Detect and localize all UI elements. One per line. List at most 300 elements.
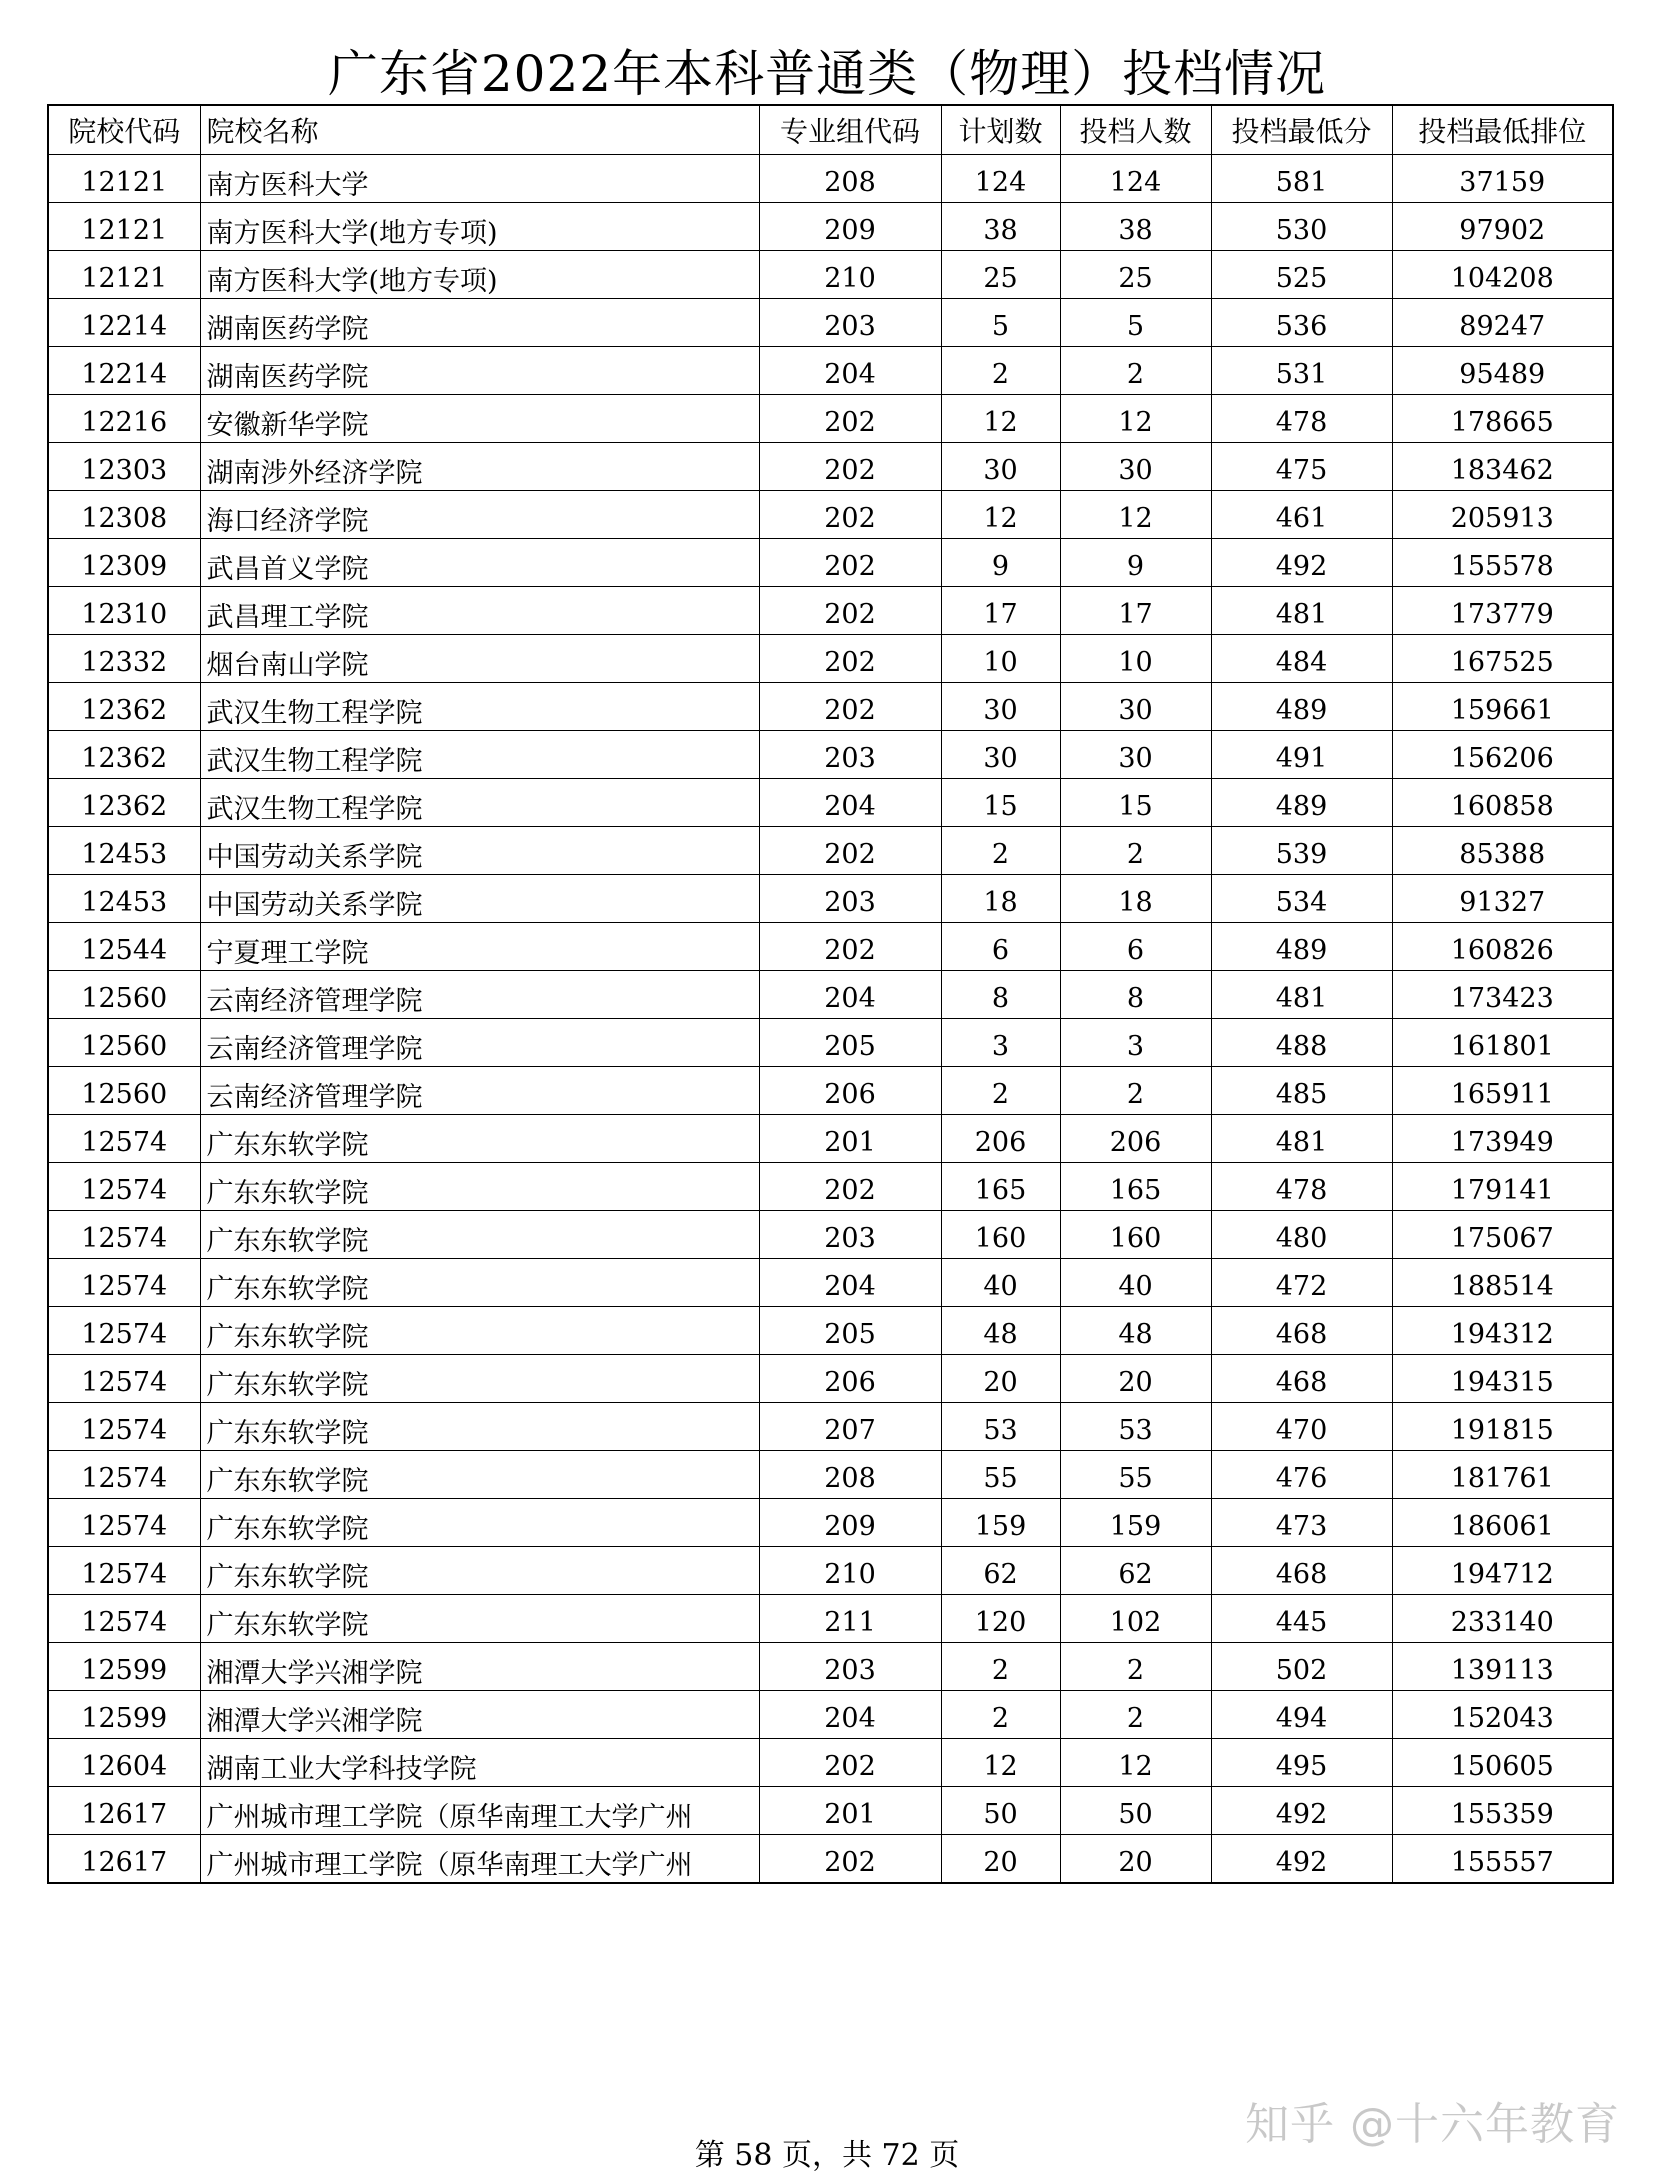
cell-min-rank: 159661 bbox=[1392, 683, 1613, 731]
cell-min-score: 492 bbox=[1211, 1835, 1392, 1884]
cell-plan-count: 120 bbox=[941, 1595, 1060, 1643]
table-row bbox=[48, 1643, 1613, 1691]
table-row bbox=[48, 1451, 1613, 1499]
cell-min-rank: 194312 bbox=[1392, 1307, 1613, 1355]
cell-min-rank: 95489 bbox=[1392, 347, 1613, 395]
cell-school-name: 广东东软学院 bbox=[200, 1403, 759, 1451]
cell-school-code: 12216 bbox=[48, 395, 200, 443]
cell-plan-count: 12 bbox=[941, 1739, 1060, 1787]
cell-plan-count: 53 bbox=[941, 1403, 1060, 1451]
cell-group-code: 202 bbox=[759, 827, 941, 875]
cell-plan-count: 15 bbox=[941, 779, 1060, 827]
cell-min-score: 534 bbox=[1211, 875, 1392, 923]
cell-school-name: 云南经济管理学院 bbox=[200, 1067, 759, 1115]
table-row bbox=[48, 443, 1613, 491]
cell-school-name: 广东东软学院 bbox=[200, 1307, 759, 1355]
cell-admitted-count: 53 bbox=[1060, 1403, 1211, 1451]
cell-school-code: 12574 bbox=[48, 1163, 200, 1211]
cell-min-rank: 175067 bbox=[1392, 1211, 1613, 1259]
cell-group-code: 202 bbox=[759, 587, 941, 635]
cell-admitted-count: 2 bbox=[1060, 347, 1211, 395]
cell-school-code: 12303 bbox=[48, 443, 200, 491]
table-row bbox=[48, 1019, 1613, 1067]
cell-min-rank: 161801 bbox=[1392, 1019, 1613, 1067]
cell-group-code: 211 bbox=[759, 1595, 941, 1643]
cell-group-code: 204 bbox=[759, 971, 941, 1019]
cell-school-code: 12574 bbox=[48, 1211, 200, 1259]
cell-plan-count: 12 bbox=[941, 395, 1060, 443]
header-admitted-count: 投档人数 bbox=[1060, 105, 1211, 155]
cell-plan-count: 20 bbox=[941, 1355, 1060, 1403]
page-footer: 第 58 页，共 72 页 bbox=[694, 2138, 960, 2173]
cell-admitted-count: 8 bbox=[1060, 971, 1211, 1019]
table-row bbox=[48, 827, 1613, 875]
cell-plan-count: 50 bbox=[941, 1787, 1060, 1835]
cell-school-name: 南方医科大学(地方专项) bbox=[200, 203, 759, 251]
cell-school-name: 武汉生物工程学院 bbox=[200, 683, 759, 731]
cell-min-rank: 186061 bbox=[1392, 1499, 1613, 1547]
cell-min-score: 470 bbox=[1211, 1403, 1392, 1451]
cell-admitted-count: 10 bbox=[1060, 635, 1211, 683]
cell-group-code: 210 bbox=[759, 1547, 941, 1595]
cell-school-code: 12574 bbox=[48, 1115, 200, 1163]
cell-plan-count: 30 bbox=[941, 683, 1060, 731]
cell-school-code: 12121 bbox=[48, 203, 200, 251]
cell-group-code: 202 bbox=[759, 1163, 941, 1211]
cell-min-rank: 178665 bbox=[1392, 395, 1613, 443]
cell-plan-count: 10 bbox=[941, 635, 1060, 683]
cell-plan-count: 206 bbox=[941, 1115, 1060, 1163]
cell-min-rank: 188514 bbox=[1392, 1259, 1613, 1307]
cell-school-code: 12574 bbox=[48, 1595, 200, 1643]
cell-min-rank: 155557 bbox=[1392, 1835, 1613, 1884]
table-row bbox=[48, 347, 1613, 395]
header-plan-count: 计划数 bbox=[941, 105, 1060, 155]
cell-plan-count: 2 bbox=[941, 1691, 1060, 1739]
cell-plan-count: 3 bbox=[941, 1019, 1060, 1067]
table-row bbox=[48, 251, 1613, 299]
cell-school-code: 12617 bbox=[48, 1787, 200, 1835]
table-row bbox=[48, 1835, 1613, 1884]
cell-school-code: 12599 bbox=[48, 1643, 200, 1691]
cell-min-score: 525 bbox=[1211, 251, 1392, 299]
cell-plan-count: 40 bbox=[941, 1259, 1060, 1307]
cell-admitted-count: 48 bbox=[1060, 1307, 1211, 1355]
cell-min-score: 492 bbox=[1211, 1787, 1392, 1835]
cell-school-name: 宁夏理工学院 bbox=[200, 923, 759, 971]
table-row bbox=[48, 1355, 1613, 1403]
cell-group-code: 202 bbox=[759, 635, 941, 683]
cell-group-code: 205 bbox=[759, 1307, 941, 1355]
cell-admitted-count: 2 bbox=[1060, 1691, 1211, 1739]
cell-min-score: 475 bbox=[1211, 443, 1392, 491]
cell-school-name: 武昌理工学院 bbox=[200, 587, 759, 635]
cell-min-rank: 139113 bbox=[1392, 1643, 1613, 1691]
cell-admitted-count: 12 bbox=[1060, 395, 1211, 443]
cell-school-name: 烟台南山学院 bbox=[200, 635, 759, 683]
cell-min-rank: 97902 bbox=[1392, 203, 1613, 251]
cell-plan-count: 30 bbox=[941, 731, 1060, 779]
cell-plan-count: 20 bbox=[941, 1835, 1060, 1884]
cell-admitted-count: 2 bbox=[1060, 1067, 1211, 1115]
cell-school-name: 湘潭大学兴湘学院 bbox=[200, 1691, 759, 1739]
cell-group-code: 204 bbox=[759, 779, 941, 827]
cell-school-name: 广东东软学院 bbox=[200, 1259, 759, 1307]
cell-min-score: 480 bbox=[1211, 1211, 1392, 1259]
table-row bbox=[48, 491, 1613, 539]
cell-plan-count: 48 bbox=[941, 1307, 1060, 1355]
cell-group-code: 210 bbox=[759, 251, 941, 299]
cell-min-score: 495 bbox=[1211, 1739, 1392, 1787]
cell-admitted-count: 20 bbox=[1060, 1835, 1211, 1884]
cell-admitted-count: 206 bbox=[1060, 1115, 1211, 1163]
cell-school-code: 12121 bbox=[48, 251, 200, 299]
cell-group-code: 202 bbox=[759, 923, 941, 971]
cell-min-score: 476 bbox=[1211, 1451, 1392, 1499]
cell-min-rank: 160858 bbox=[1392, 779, 1613, 827]
cell-admitted-count: 12 bbox=[1060, 1739, 1211, 1787]
cell-group-code: 202 bbox=[759, 683, 941, 731]
cell-school-name: 广东东软学院 bbox=[200, 1211, 759, 1259]
cell-min-score: 478 bbox=[1211, 1163, 1392, 1211]
cell-group-code: 201 bbox=[759, 1787, 941, 1835]
cell-school-name: 南方医科大学(地方专项) bbox=[200, 251, 759, 299]
cell-min-score: 461 bbox=[1211, 491, 1392, 539]
cell-min-rank: 233140 bbox=[1392, 1595, 1613, 1643]
cell-min-score: 481 bbox=[1211, 1115, 1392, 1163]
cell-admitted-count: 159 bbox=[1060, 1499, 1211, 1547]
cell-school-code: 12574 bbox=[48, 1307, 200, 1355]
cell-min-score: 484 bbox=[1211, 635, 1392, 683]
cell-school-name: 湖南涉外经济学院 bbox=[200, 443, 759, 491]
cell-min-score: 581 bbox=[1211, 155, 1392, 203]
cell-admitted-count: 6 bbox=[1060, 923, 1211, 971]
cell-admitted-count: 40 bbox=[1060, 1259, 1211, 1307]
cell-school-code: 12574 bbox=[48, 1451, 200, 1499]
cell-plan-count: 2 bbox=[941, 827, 1060, 875]
table-row bbox=[48, 971, 1613, 1019]
table-row bbox=[48, 155, 1613, 203]
cell-group-code: 202 bbox=[759, 1835, 941, 1884]
cell-school-code: 12574 bbox=[48, 1355, 200, 1403]
cell-group-code: 209 bbox=[759, 203, 941, 251]
table-row bbox=[48, 923, 1613, 971]
cell-school-name: 武汉生物工程学院 bbox=[200, 779, 759, 827]
cell-admitted-count: 12 bbox=[1060, 491, 1211, 539]
header-min-rank: 投档最低排位 bbox=[1392, 105, 1613, 155]
cell-school-name: 湖南医药学院 bbox=[200, 299, 759, 347]
cell-admitted-count: 9 bbox=[1060, 539, 1211, 587]
cell-plan-count: 30 bbox=[941, 443, 1060, 491]
cell-min-score: 472 bbox=[1211, 1259, 1392, 1307]
table-row bbox=[48, 683, 1613, 731]
cell-school-code: 12574 bbox=[48, 1499, 200, 1547]
cell-school-name: 湘潭大学兴湘学院 bbox=[200, 1643, 759, 1691]
table-row bbox=[48, 1307, 1613, 1355]
cell-min-rank: 183462 bbox=[1392, 443, 1613, 491]
cell-plan-count: 12 bbox=[941, 491, 1060, 539]
cell-school-code: 12544 bbox=[48, 923, 200, 971]
cell-min-rank: 150605 bbox=[1392, 1739, 1613, 1787]
cell-school-name: 湖南医药学院 bbox=[200, 347, 759, 395]
cell-admitted-count: 102 bbox=[1060, 1595, 1211, 1643]
table-row bbox=[48, 635, 1613, 683]
cell-plan-count: 159 bbox=[941, 1499, 1060, 1547]
cell-min-rank: 85388 bbox=[1392, 827, 1613, 875]
cell-school-code: 12453 bbox=[48, 827, 200, 875]
cell-admitted-count: 160 bbox=[1060, 1211, 1211, 1259]
cell-min-rank: 173779 bbox=[1392, 587, 1613, 635]
cell-min-rank: 37159 bbox=[1392, 155, 1613, 203]
cell-school-code: 12574 bbox=[48, 1547, 200, 1595]
cell-min-score: 530 bbox=[1211, 203, 1392, 251]
table-row bbox=[48, 1787, 1613, 1835]
cell-group-code: 202 bbox=[759, 1739, 941, 1787]
cell-min-score: 494 bbox=[1211, 1691, 1392, 1739]
cell-min-rank: 173949 bbox=[1392, 1115, 1613, 1163]
cell-min-score: 468 bbox=[1211, 1547, 1392, 1595]
cell-school-code: 12309 bbox=[48, 539, 200, 587]
cell-school-code: 12560 bbox=[48, 1019, 200, 1067]
cell-group-code: 204 bbox=[759, 1691, 941, 1739]
cell-min-rank: 89247 bbox=[1392, 299, 1613, 347]
table-row bbox=[48, 875, 1613, 923]
table-row bbox=[48, 1211, 1613, 1259]
page-title: 广东省2022年本科普通类（物理）投档情况 bbox=[327, 45, 1327, 103]
cell-min-score: 445 bbox=[1211, 1595, 1392, 1643]
cell-plan-count: 55 bbox=[941, 1451, 1060, 1499]
cell-min-score: 481 bbox=[1211, 971, 1392, 1019]
cell-admitted-count: 3 bbox=[1060, 1019, 1211, 1067]
cell-school-code: 12560 bbox=[48, 1067, 200, 1115]
header-min-score: 投档最低分 bbox=[1211, 105, 1392, 155]
cell-school-name: 广东东软学院 bbox=[200, 1547, 759, 1595]
cell-school-code: 12214 bbox=[48, 299, 200, 347]
cell-min-rank: 205913 bbox=[1392, 491, 1613, 539]
cell-admitted-count: 2 bbox=[1060, 827, 1211, 875]
cell-school-name: 广东东软学院 bbox=[200, 1451, 759, 1499]
table-row bbox=[48, 539, 1613, 587]
cell-group-code: 202 bbox=[759, 395, 941, 443]
cell-school-code: 12362 bbox=[48, 731, 200, 779]
table-row bbox=[48, 1115, 1613, 1163]
cell-group-code: 203 bbox=[759, 731, 941, 779]
cell-min-rank: 194712 bbox=[1392, 1547, 1613, 1595]
cell-plan-count: 8 bbox=[941, 971, 1060, 1019]
table-row bbox=[48, 1499, 1613, 1547]
cell-school-code: 12362 bbox=[48, 683, 200, 731]
table-body bbox=[48, 155, 1613, 1884]
cell-min-score: 489 bbox=[1211, 923, 1392, 971]
cell-min-rank: 160826 bbox=[1392, 923, 1613, 971]
header-school-code: 院校代码 bbox=[48, 105, 200, 155]
cell-group-code: 208 bbox=[759, 1451, 941, 1499]
cell-min-score: 485 bbox=[1211, 1067, 1392, 1115]
cell-plan-count: 62 bbox=[941, 1547, 1060, 1595]
cell-min-score: 481 bbox=[1211, 587, 1392, 635]
cell-admitted-count: 20 bbox=[1060, 1355, 1211, 1403]
table-row bbox=[48, 1547, 1613, 1595]
cell-school-name: 中国劳动关系学院 bbox=[200, 827, 759, 875]
cell-group-code: 204 bbox=[759, 1259, 941, 1307]
cell-plan-count: 17 bbox=[941, 587, 1060, 635]
cell-min-rank: 91327 bbox=[1392, 875, 1613, 923]
table-row bbox=[48, 1067, 1613, 1115]
table-header-row bbox=[48, 105, 1613, 155]
header-school-name: 院校名称 bbox=[200, 105, 759, 155]
cell-admitted-count: 15 bbox=[1060, 779, 1211, 827]
cell-min-score: 531 bbox=[1211, 347, 1392, 395]
cell-group-code: 209 bbox=[759, 1499, 941, 1547]
cell-school-code: 12453 bbox=[48, 875, 200, 923]
table-row bbox=[48, 731, 1613, 779]
cell-min-rank: 152043 bbox=[1392, 1691, 1613, 1739]
cell-min-rank: 165911 bbox=[1392, 1067, 1613, 1115]
table-row bbox=[48, 587, 1613, 635]
cell-admitted-count: 5 bbox=[1060, 299, 1211, 347]
table-row bbox=[48, 1403, 1613, 1451]
cell-group-code: 206 bbox=[759, 1355, 941, 1403]
table-row bbox=[48, 299, 1613, 347]
table-row bbox=[48, 1691, 1613, 1739]
table-row bbox=[48, 1739, 1613, 1787]
cell-min-score: 492 bbox=[1211, 539, 1392, 587]
cell-group-code: 207 bbox=[759, 1403, 941, 1451]
cell-school-name: 武昌首义学院 bbox=[200, 539, 759, 587]
cell-plan-count: 124 bbox=[941, 155, 1060, 203]
cell-admitted-count: 62 bbox=[1060, 1547, 1211, 1595]
cell-min-rank: 181761 bbox=[1392, 1451, 1613, 1499]
cell-min-score: 491 bbox=[1211, 731, 1392, 779]
cell-school-code: 12604 bbox=[48, 1739, 200, 1787]
cell-group-code: 202 bbox=[759, 491, 941, 539]
cell-admitted-count: 18 bbox=[1060, 875, 1211, 923]
table-row bbox=[48, 1595, 1613, 1643]
cell-admitted-count: 30 bbox=[1060, 731, 1211, 779]
cell-plan-count: 2 bbox=[941, 347, 1060, 395]
cell-min-score: 473 bbox=[1211, 1499, 1392, 1547]
cell-school-code: 12332 bbox=[48, 635, 200, 683]
admission-table bbox=[47, 104, 1614, 1884]
cell-school-code: 12362 bbox=[48, 779, 200, 827]
cell-min-score: 478 bbox=[1211, 395, 1392, 443]
cell-min-rank: 155578 bbox=[1392, 539, 1613, 587]
cell-school-name: 广州城市理工学院（原华南理工大学广州 bbox=[200, 1835, 759, 1884]
cell-min-rank: 194315 bbox=[1392, 1355, 1613, 1403]
cell-admitted-count: 2 bbox=[1060, 1643, 1211, 1691]
cell-school-name: 武汉生物工程学院 bbox=[200, 731, 759, 779]
cell-school-name: 广东东软学院 bbox=[200, 1115, 759, 1163]
cell-plan-count: 165 bbox=[941, 1163, 1060, 1211]
cell-school-name: 广州城市理工学院（原华南理工大学广州 bbox=[200, 1787, 759, 1835]
cell-group-code: 202 bbox=[759, 443, 941, 491]
cell-group-code: 202 bbox=[759, 539, 941, 587]
cell-min-rank: 155359 bbox=[1392, 1787, 1613, 1835]
table-row bbox=[48, 1259, 1613, 1307]
table-row bbox=[48, 395, 1613, 443]
cell-min-score: 489 bbox=[1211, 779, 1392, 827]
cell-min-score: 488 bbox=[1211, 1019, 1392, 1067]
cell-admitted-count: 25 bbox=[1060, 251, 1211, 299]
cell-min-rank: 167525 bbox=[1392, 635, 1613, 683]
header-group-code: 专业组代码 bbox=[759, 105, 941, 155]
cell-school-name: 中国劳动关系学院 bbox=[200, 875, 759, 923]
cell-school-name: 安徽新华学院 bbox=[200, 395, 759, 443]
cell-school-name: 海口经济学院 bbox=[200, 491, 759, 539]
cell-min-rank: 104208 bbox=[1392, 251, 1613, 299]
cell-min-score: 502 bbox=[1211, 1643, 1392, 1691]
cell-admitted-count: 50 bbox=[1060, 1787, 1211, 1835]
cell-min-score: 489 bbox=[1211, 683, 1392, 731]
cell-school-name: 广东东软学院 bbox=[200, 1163, 759, 1211]
cell-school-name: 广东东软学院 bbox=[200, 1499, 759, 1547]
cell-school-name: 南方医科大学 bbox=[200, 155, 759, 203]
cell-school-name: 广东东软学院 bbox=[200, 1355, 759, 1403]
table-row bbox=[48, 779, 1613, 827]
cell-school-code: 12599 bbox=[48, 1691, 200, 1739]
cell-school-code: 12310 bbox=[48, 587, 200, 635]
cell-school-code: 12121 bbox=[48, 155, 200, 203]
cell-min-score: 539 bbox=[1211, 827, 1392, 875]
cell-group-code: 206 bbox=[759, 1067, 941, 1115]
cell-group-code: 205 bbox=[759, 1019, 941, 1067]
cell-admitted-count: 30 bbox=[1060, 683, 1211, 731]
cell-school-code: 12574 bbox=[48, 1259, 200, 1307]
cell-group-code: 203 bbox=[759, 875, 941, 923]
cell-min-score: 468 bbox=[1211, 1355, 1392, 1403]
cell-group-code: 201 bbox=[759, 1115, 941, 1163]
cell-group-code: 204 bbox=[759, 347, 941, 395]
cell-school-code: 12560 bbox=[48, 971, 200, 1019]
cell-school-name: 云南经济管理学院 bbox=[200, 1019, 759, 1067]
cell-plan-count: 6 bbox=[941, 923, 1060, 971]
cell-plan-count: 5 bbox=[941, 299, 1060, 347]
cell-plan-count: 25 bbox=[941, 251, 1060, 299]
cell-plan-count: 2 bbox=[941, 1643, 1060, 1691]
cell-school-name: 湖南工业大学科技学院 bbox=[200, 1739, 759, 1787]
watermark: 知乎 @十六年教育 bbox=[1245, 2099, 1620, 2150]
cell-school-code: 12308 bbox=[48, 491, 200, 539]
table-row bbox=[48, 203, 1613, 251]
cell-min-rank: 156206 bbox=[1392, 731, 1613, 779]
cell-plan-count: 9 bbox=[941, 539, 1060, 587]
cell-admitted-count: 165 bbox=[1060, 1163, 1211, 1211]
cell-min-score: 536 bbox=[1211, 299, 1392, 347]
cell-group-code: 203 bbox=[759, 1643, 941, 1691]
cell-admitted-count: 55 bbox=[1060, 1451, 1211, 1499]
cell-school-name: 云南经济管理学院 bbox=[200, 971, 759, 1019]
cell-plan-count: 38 bbox=[941, 203, 1060, 251]
cell-admitted-count: 124 bbox=[1060, 155, 1211, 203]
cell-group-code: 208 bbox=[759, 155, 941, 203]
cell-plan-count: 160 bbox=[941, 1211, 1060, 1259]
cell-group-code: 203 bbox=[759, 299, 941, 347]
cell-school-name: 广东东软学院 bbox=[200, 1595, 759, 1643]
cell-school-code: 12617 bbox=[48, 1835, 200, 1884]
table-row bbox=[48, 1163, 1613, 1211]
cell-school-code: 12574 bbox=[48, 1403, 200, 1451]
cell-school-code: 12214 bbox=[48, 347, 200, 395]
cell-admitted-count: 17 bbox=[1060, 587, 1211, 635]
cell-plan-count: 18 bbox=[941, 875, 1060, 923]
cell-min-rank: 179141 bbox=[1392, 1163, 1613, 1211]
cell-min-rank: 191815 bbox=[1392, 1403, 1613, 1451]
cell-plan-count: 2 bbox=[941, 1067, 1060, 1115]
cell-group-code: 203 bbox=[759, 1211, 941, 1259]
cell-admitted-count: 30 bbox=[1060, 443, 1211, 491]
cell-min-score: 468 bbox=[1211, 1307, 1392, 1355]
cell-min-rank: 173423 bbox=[1392, 971, 1613, 1019]
